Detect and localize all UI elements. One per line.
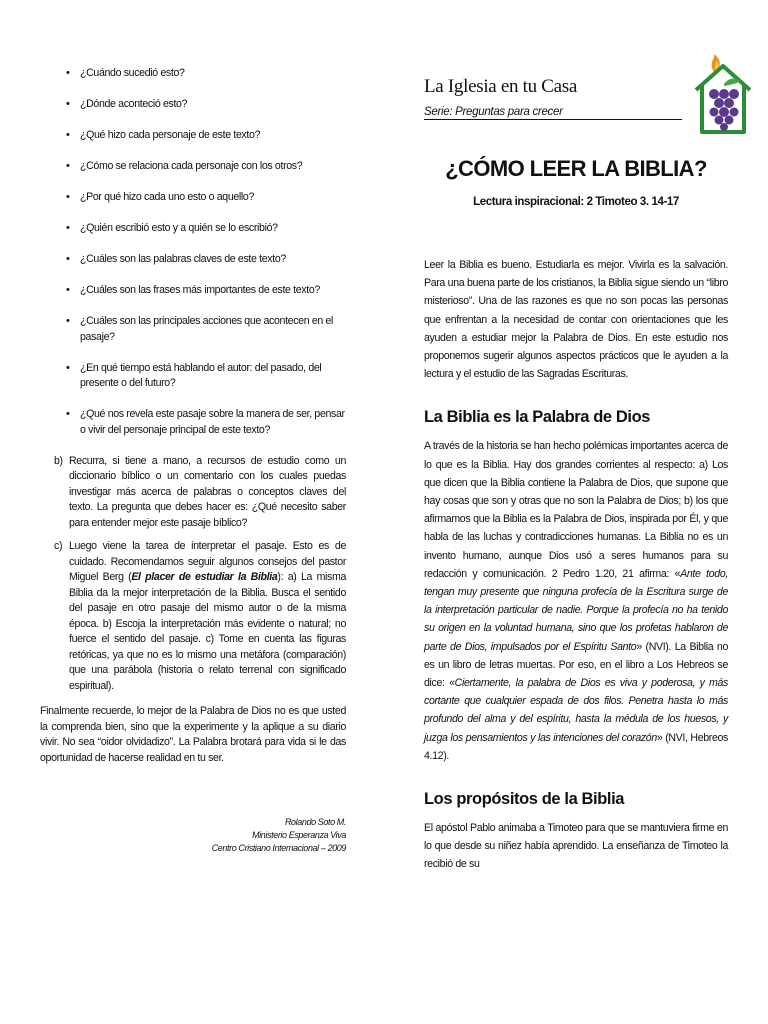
item-text-pre: Luego viene la tarea de interpretar el pasaje. Esto es de cuidado. Recomendamos seguir algunos consejos del pastor Miguel Berg (	[69, 540, 346, 583]
church-house-logo	[692, 54, 754, 136]
book-title: El placer de estudiar la Biblia	[131, 571, 278, 583]
list-item: • ¿Qué nos revela este pasaje sobre la manera de ser, pensar o vivir del personaje principal de este texto?	[40, 407, 346, 438]
item-text: Recurra, si tiene a mano, a recursos de estudio como un diccionario bíblico o un comentario con los cuales puedas investigar más acerca de palabras o conceptos claves del texto. La pregunta que debes hacer es: ¿Qué necesito saber para entender mejor este pasaje bíblico?	[69, 454, 346, 529]
list-item: • ¿Cuáles son las frases más importantes de este texto?	[40, 283, 346, 299]
page-title: ¿CÓMO LEER LA BIBLIA?	[445, 156, 707, 181]
question-list	[40, 66, 346, 438]
quote: Ante todo, tengan muy presente que ninguna profecía de la Escritura surge de la interpretación particular de nadie. Porque la profecía no ha tenido su origen en la voluntad humana, sino que los profetas hablaron de parte de Dios, impulsados por el Espíritu Santo	[424, 567, 728, 653]
grapes-icon	[709, 89, 739, 131]
item-letter: c)	[54, 540, 63, 552]
list-item: • ¿Cuáles son las palabras claves de este texto?	[40, 252, 346, 268]
signature	[40, 816, 346, 855]
leaf-icon	[724, 79, 740, 87]
center-name: Centro Cristiano Internacional – 2009	[211, 843, 346, 853]
item-text-post: ): a) La misma Biblia da la mejor interpretación de la Biblia. Busca el sentido del pasaje en otro pasaje del mismo autor o de la misma época. b) Escoja la interpretación más evidente o natural; no fuerce el sentido del pasaje. c) Tome en cuenta las figuras retóricas, ya que no es lo mismo una metáfora (comparación) que una parábola (historia o relato terrenal con significado espiritual).	[69, 571, 347, 692]
list-item: • ¿Quién escribió esto y a quién se lo escribió?	[40, 221, 346, 237]
header	[424, 76, 728, 118]
closing-paragraph: Finalmente recuerde, lo mejor de la Palabra de Dios no es que usted la comprenda bien, sino que la experimente y la aplique a su diario vivir. No sea “oidor olvidadizo”. La Palabra brotará para vida si le das oportunidad de hacerse realidad en tu ser.	[40, 705, 346, 764]
lettered-list	[40, 454, 346, 695]
header-title: La Iglesia en tu Casa	[424, 76, 578, 97]
list-item: • ¿En qué tiempo está hablando el autor: del pasado, del presente o del futuro?	[40, 361, 346, 392]
intro-paragraph: Leer la Biblia es bueno. Estudiarla es mejor. Vivirla es la salvación. Para una buena parte de los cristianos, la Biblia sigue siendo un “libro misterioso”. Una de las razones es que no son pocas las personas que enfrentan a la necesidad de contar con orientaciones que les ayuden a estudiar mejor la Palabra de Dios. En este estudio nos proponemos sugerir algunos aspectos prácticos que le ayuden a la lectura y el estudio de las Sagradas Escrituras.	[424, 259, 728, 381]
item-letter: b)	[54, 454, 63, 467]
left-column	[40, 66, 346, 855]
list-item: • ¿Cuáles son las principales acciones que acontecen en el pasaje?	[40, 314, 346, 345]
section-heading: La Biblia es la Palabra de Dios	[424, 408, 651, 427]
section-paragraph: A través de la historia se han hecho polémicas importantes acerca de lo que es la Biblia. Hay dos grandes corrientes al respecto: a) Los que dicen que la Biblia contiene la Palabra de Dios, que supone que hay cosas que son y otras que no son la Palabra de Dios; b) los que afirmamos que la Biblia es la Palabra de Dios, inspirada por Él, y que habla de las luchas y contradicciones humanas. La Biblia no es un invento humano, aunque Dios usó a seres humanos para su redacción y comunicación. 2 Pedro 1.20, 21 afirma: «Ante todo, tengan muy presente que ninguna profecía de la Escritura surge de la interpretación particular de nadie. Porque la profecía no ha tenido su origen en la voluntad humana, sino que los profetas hablaron de parte de Dios, impulsados por el Espíritu Santo» (NVI). La Biblia no es un libro de letras muertas. Por eso, en el libro a Los Hebreos se dice: «Ciertamente, la palabra de Dios es viva y poderosa, y más cortante que cualquier espada de dos filos. Penetra hasta lo más profundo del alma y del espíritu, hasta la médula de los huesos, y juzga los pensamientos y las intenciones del corazón» (NVI, Hebreos 4.12).	[424, 440, 728, 762]
house-outline	[696, 66, 750, 132]
header-rule	[424, 119, 682, 120]
quote: Ciertamente, la palabra de Dios es viva y poderosa, y más cortante que cualquier espada de dos filos. Penetra hasta lo más profundo del alma y del espíritu, hasta la médula de los huesos, y juzga los pensamientos y las intenciones del corazón	[424, 677, 728, 744]
list-item: • ¿Por qué hizo cada uno esto o aquello?	[40, 190, 346, 206]
right-column	[424, 60, 728, 874]
list-item: • ¿Cuándo sucedió esto?	[40, 66, 346, 82]
author-name: Rolando Soto M.	[284, 817, 346, 827]
item-b	[40, 454, 346, 532]
list-item: • ¿Qué hizo cada personaje de este texto?	[40, 128, 346, 144]
section-paragraph: El apóstol Pablo animaba a Timoteo para que se mantuviera firme en lo que desde su niñez había aprendido. La enseñanza de Timoteo la recibió de su	[424, 822, 728, 871]
list-item: • ¿Cómo se relaciona cada personaje con los otros?	[40, 159, 346, 175]
list-item: • ¿Dónde aconteció esto?	[40, 97, 346, 113]
section-heading: Los propósitos de la Biblia	[424, 790, 625, 809]
item-c	[40, 539, 346, 694]
header-subtitle: Serie: Preguntas para crecer	[424, 106, 563, 118]
ministry-name: Ministerio Esperanza Viva	[252, 830, 346, 840]
reading-reference: Lectura inspiracional: 2 Timoteo 3. 14-17	[473, 196, 679, 208]
